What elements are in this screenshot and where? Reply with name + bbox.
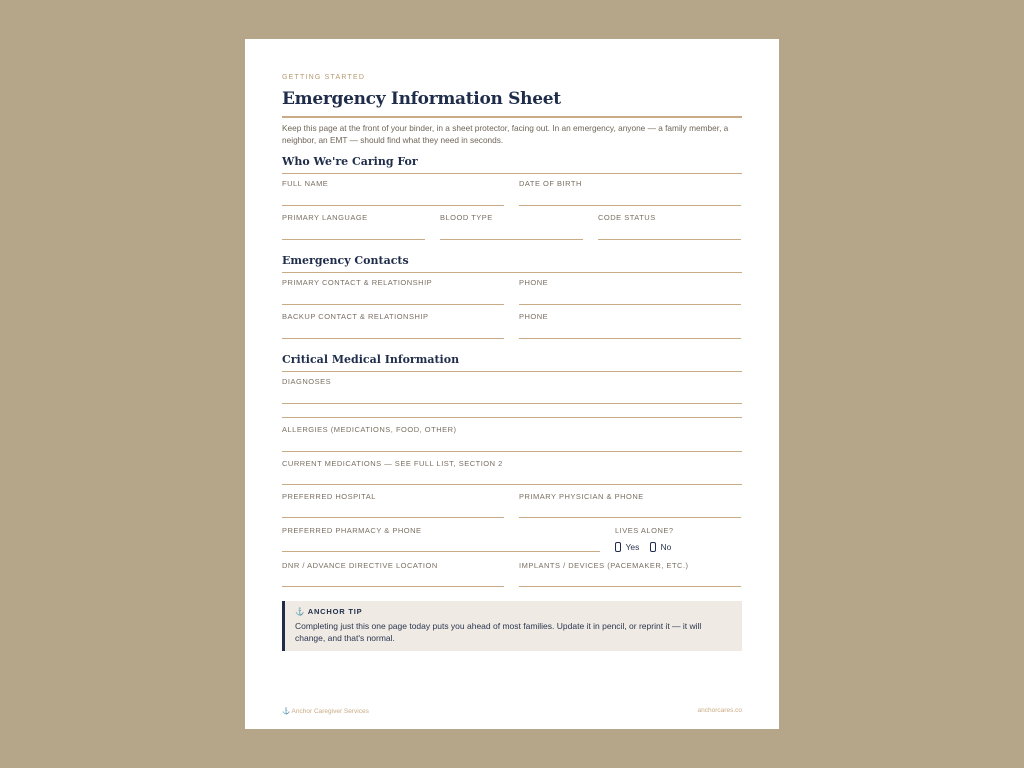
eyebrow-label: GETTING STARTED	[282, 74, 366, 81]
section-heading-contacts: Emergency Contacts	[282, 254, 409, 267]
field-label: PRIMARY PHYSICIAN & PHONE	[519, 492, 644, 501]
tip-heading	[295, 607, 362, 616]
field-label: PREFERRED HOSPITAL	[282, 492, 376, 501]
input-line	[282, 304, 504, 305]
field-label: PRIMARY CONTACT & RELATIONSHIP	[282, 278, 433, 287]
field-label: ALLERGIES (MEDICATIONS, FOOD, OTHER)	[282, 425, 457, 434]
anchor-icon: ⚓	[295, 607, 306, 616]
input-line	[282, 205, 504, 206]
section-divider	[282, 173, 742, 174]
primary-phone-field[interactable]	[519, 278, 741, 306]
field-label: PREFERRED PHARMACY & PHONE	[282, 526, 422, 535]
input-line	[519, 205, 741, 206]
field-label: PRIMARY LANGUAGE	[282, 213, 368, 222]
section-divider	[282, 371, 742, 372]
field-label: PHONE	[519, 278, 549, 287]
input-line	[282, 484, 742, 485]
input-line	[282, 517, 504, 518]
anchor-icon: ⚓	[282, 708, 291, 715]
title-divider	[282, 116, 742, 118]
input-line	[519, 338, 741, 339]
section-divider	[282, 272, 742, 273]
medications-field[interactable]	[282, 459, 742, 487]
footer-brand	[282, 707, 369, 715]
input-line	[282, 239, 425, 240]
input-line	[282, 551, 600, 552]
footer-url[interactable]: anchorcares.co	[697, 707, 742, 714]
backup-contact-field[interactable]	[282, 312, 504, 340]
date-of-birth-field[interactable]	[519, 179, 741, 207]
input-line	[519, 304, 741, 305]
blood-type-field[interactable]	[440, 213, 583, 241]
tip-heading-label: ANCHOR TIP	[307, 607, 363, 616]
input-line	[282, 403, 742, 404]
page-title: Emergency Information Sheet	[282, 89, 561, 109]
input-line	[282, 338, 504, 339]
lives-alone-no-option[interactable]	[650, 542, 671, 552]
input-line	[598, 239, 741, 240]
anchor-tip-callout	[282, 601, 742, 651]
field-label: BACKUP CONTACT & RELATIONSHIP	[282, 312, 429, 321]
input-line	[519, 586, 741, 587]
field-label: IMPLANTS / DEVICES (PACEMAKER, ETC.)	[519, 561, 689, 570]
code-status-field[interactable]	[598, 213, 741, 241]
allergies-field[interactable]	[282, 425, 742, 453]
backup-phone-field[interactable]	[519, 312, 741, 340]
primary-language-field[interactable]	[282, 213, 425, 241]
diagnoses-field[interactable]	[282, 377, 742, 419]
advance-directive-field[interactable]	[282, 561, 504, 589]
field-label: FULL NAME	[282, 179, 329, 188]
primary-physician-field[interactable]	[519, 492, 741, 520]
field-label: DATE OF BIRTH	[519, 179, 582, 188]
section-heading-medical: Critical Medical Information	[282, 353, 460, 366]
footer-brand-label: Anchor Caregiver Services	[291, 708, 369, 715]
section-heading-caring: Who We're Caring For	[282, 155, 418, 168]
tip-body: Completing just this one page today puts you ahead of most families. Update it in pencil, or reprint it — it will change, and that's normal.	[295, 621, 702, 643]
document-page	[245, 39, 779, 729]
intro-text: Keep this page at the front of your binder, in a sheet protector, facing out. In an emergency, anyone — a family member, a neighbor, an EMT — should find what they need in seconds.	[282, 123, 729, 145]
input-line	[282, 417, 742, 418]
input-line	[440, 239, 583, 240]
lives-alone-yes-option[interactable]	[615, 542, 639, 552]
field-label: DIAGNOSES	[282, 377, 332, 386]
checkbox-no[interactable]	[650, 542, 656, 552]
full-name-field[interactable]	[282, 179, 504, 207]
preferred-hospital-field[interactable]	[282, 492, 504, 520]
input-line	[519, 517, 741, 518]
field-label: CURRENT MEDICATIONS — SEE FULL LIST, SECTION 2	[282, 459, 503, 468]
field-label: PHONE	[519, 312, 549, 321]
input-line	[282, 451, 742, 452]
implants-devices-field[interactable]	[519, 561, 741, 589]
field-label: DNR / ADVANCE DIRECTIVE LOCATION	[282, 561, 438, 570]
field-label: CODE STATUS	[598, 213, 656, 222]
input-line	[282, 586, 504, 587]
field-label: LIVES ALONE?	[615, 526, 674, 535]
lives-alone-field	[615, 526, 741, 554]
option-label-yes: Yes	[625, 542, 640, 552]
option-label-no: No	[660, 542, 672, 552]
primary-contact-field[interactable]	[282, 278, 504, 306]
checkbox-yes[interactable]	[615, 542, 621, 552]
preferred-pharmacy-field[interactable]	[282, 526, 600, 554]
field-label: BLOOD TYPE	[440, 213, 493, 222]
